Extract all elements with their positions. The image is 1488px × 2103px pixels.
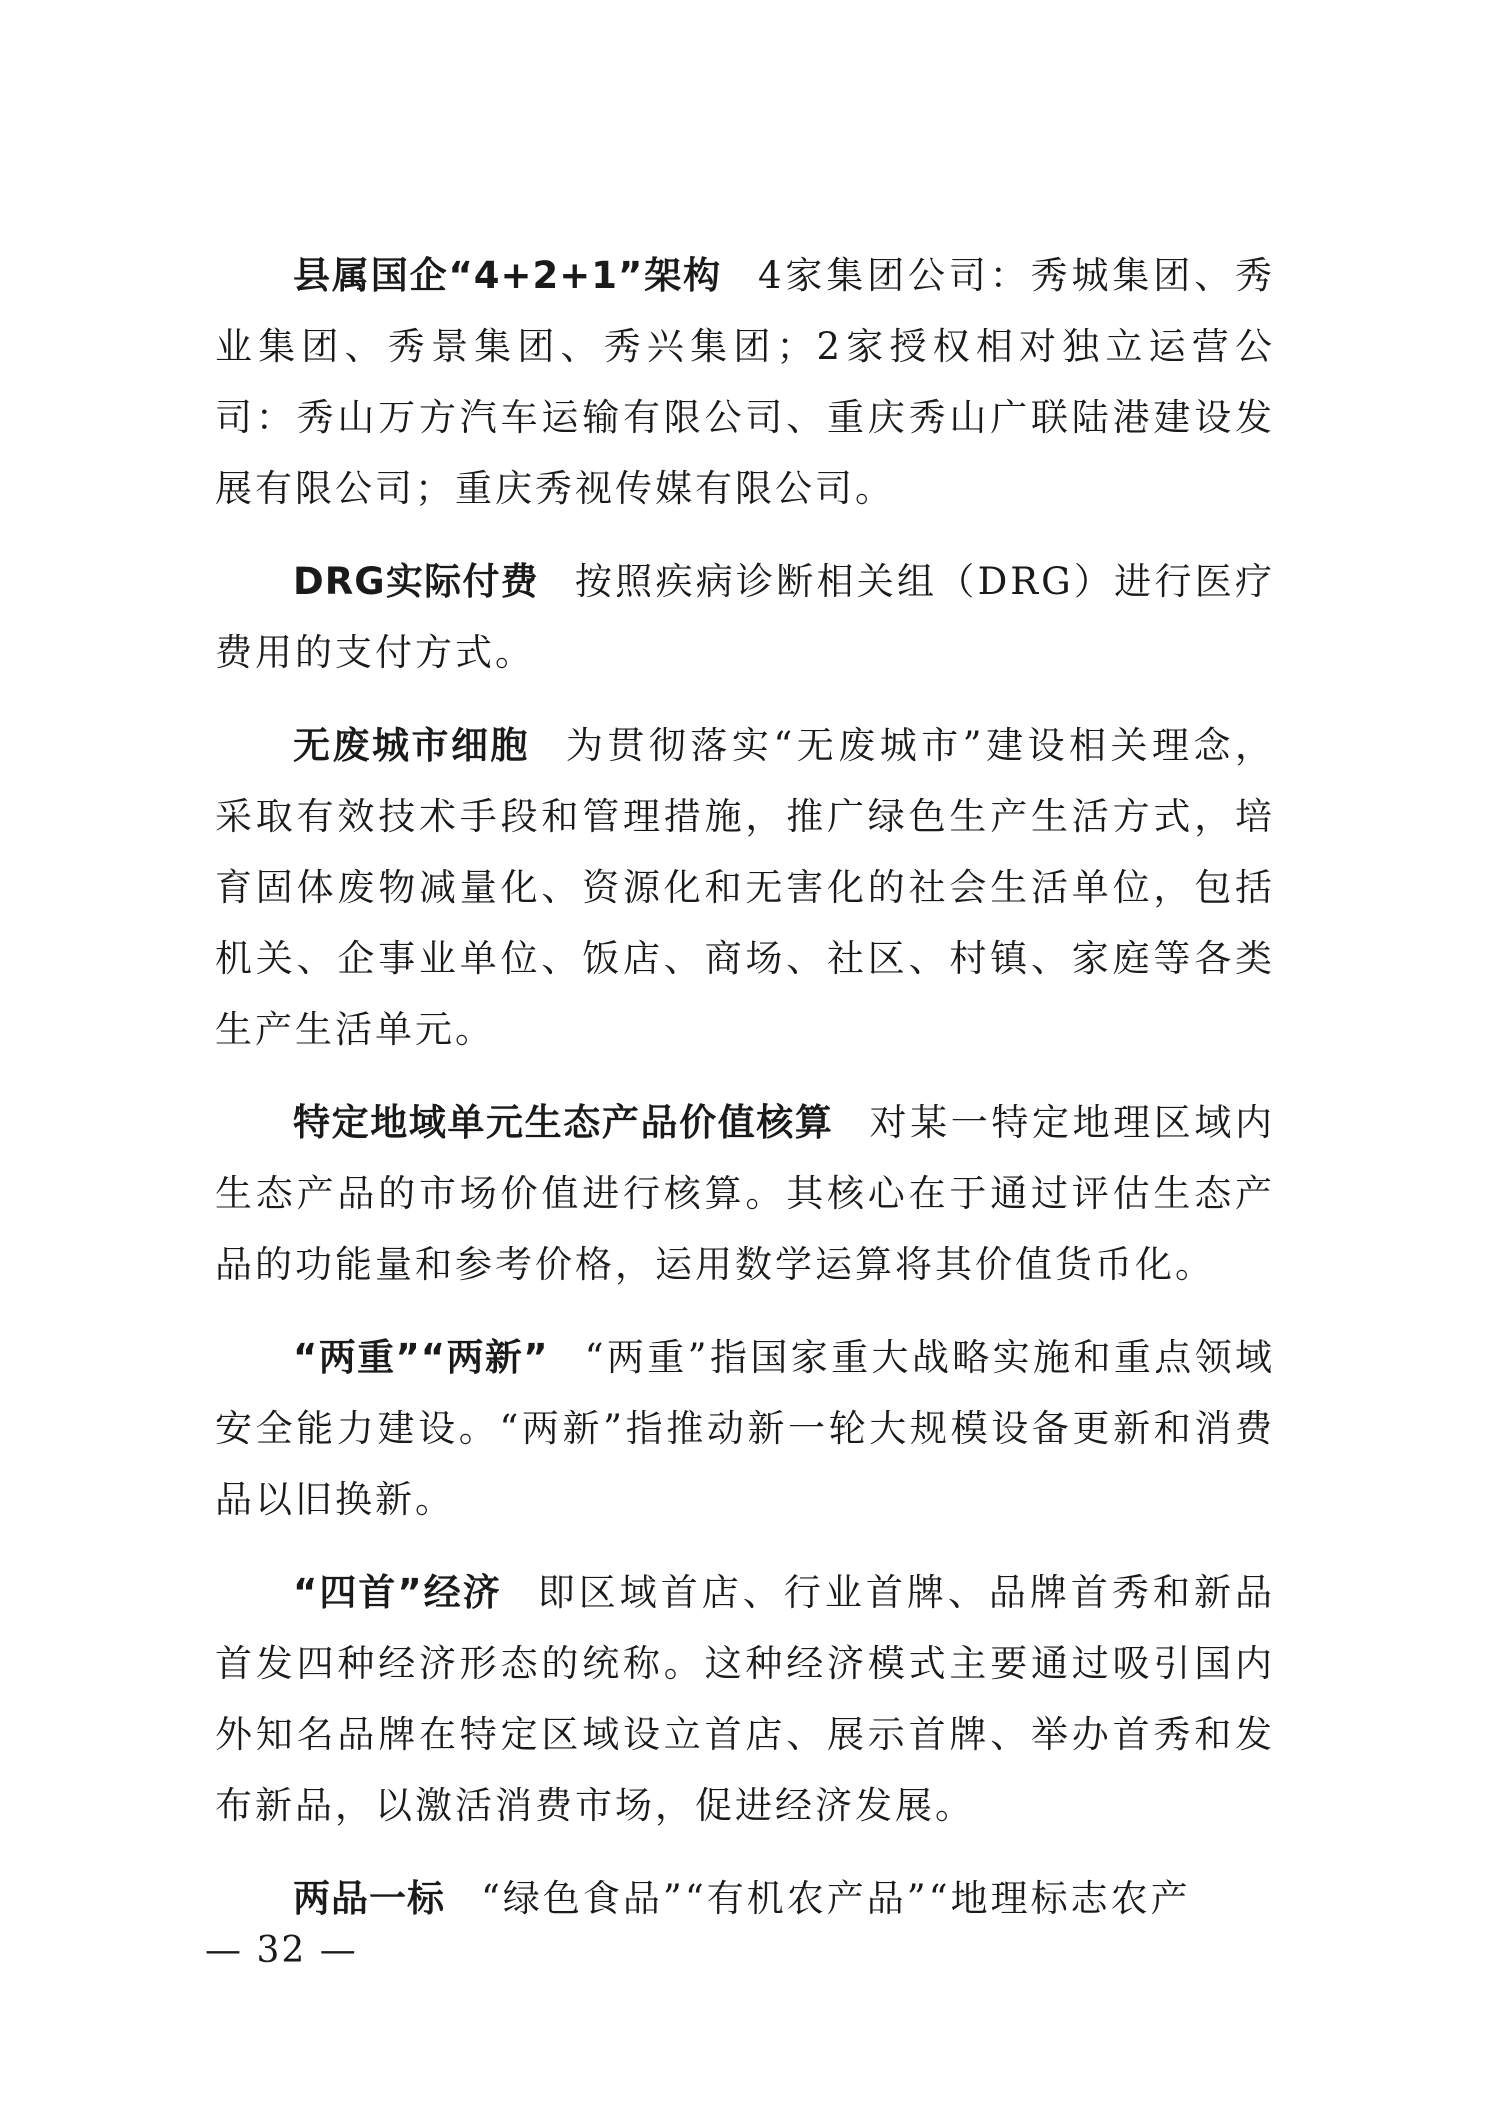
glossary-definition: 4家集团公司：秀城集团、秀业集团、秀景集团、秀兴集团；2家授权相对独立运营公司：秀山万方汽车运输有限公司、重庆秀山广联陆港建设发展有限公司；重庆秀视传媒有限公司。 — [215, 254, 1275, 510]
glossary-term: “四首”经济 — [293, 1571, 502, 1614]
glossary-definition: “绿色食品”“有机农产品”“地理标志农产 — [481, 1877, 1191, 1920]
glossary-entry — [215, 546, 1275, 688]
glossary-definition: 为贯彻落实“无废城市”建设相关理念，采取有效技术手段和管理措施，推广绿色生产生活方式，培育固体废物减量化、资源化和无害化的社会生活单位，包括机关、企事业单位、饭店、商场、社区、村镇、家庭等各类生产生活单元。 — [215, 724, 1275, 1051]
glossary-definition: 即区域首店、行业首牌、品牌首秀和新品首发四种经济形态的统称。这种经济模式主要通过吸引国内外知名品牌在特定区域设立首店、展示首牌、举办首秀和发布新品，以激活消费市场，促进经济发展。 — [215, 1571, 1275, 1827]
glossary-entry — [215, 1322, 1275, 1535]
glossary-entry — [215, 240, 1275, 524]
glossary-definition: 对某一特定地理区域内生态产品的市场价值进行核算。其核心在于通过评估生态产品的功能量和参考价格，运用数学运算将其价值货币化。 — [215, 1101, 1276, 1286]
glossary-term: DRG实际付费 — [293, 560, 539, 603]
glossary-term: 县属国企“4+2+1”架构 — [293, 254, 722, 297]
glossary-term: 两品一标 — [293, 1877, 445, 1920]
glossary-entry — [215, 1557, 1275, 1841]
glossary-content — [215, 240, 1275, 1956]
glossary-term: “两重”“两新” — [293, 1336, 549, 1379]
glossary-term: 特定地域单元生态产品价值核算 — [293, 1101, 834, 1144]
page-number: — 32 — — [205, 1930, 358, 1971]
glossary-entry — [215, 1863, 1275, 1934]
glossary-definition: “两重”指国家重大战略实施和重点领域安全能力建设。“两新”指推动新一轮大规模设备更新和消费品以旧换新。 — [215, 1336, 1275, 1521]
glossary-entry — [215, 710, 1275, 1065]
glossary-entry — [215, 1087, 1275, 1300]
glossary-term: 无废城市细胞 — [293, 724, 530, 767]
glossary-definition: 按照疾病诊断相关组（DRG）进行医疗费用的支付方式。 — [215, 560, 1275, 674]
